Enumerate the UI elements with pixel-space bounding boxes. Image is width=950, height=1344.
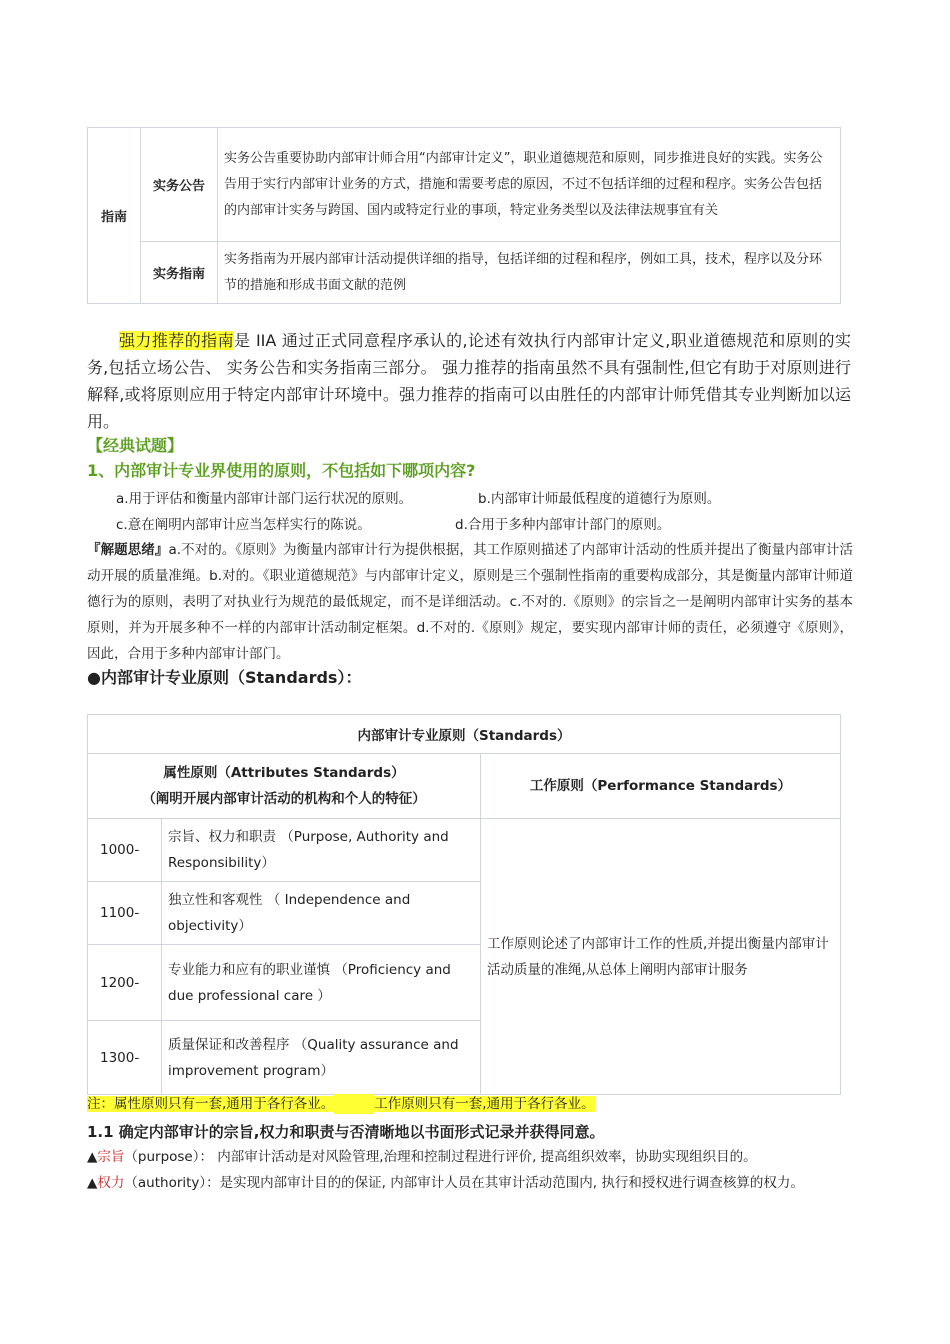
triangle-bullet-icon: ▲	[87, 1149, 98, 1165]
section-1-1-heading: 1.1 确定内部审计的宗旨,权力和职责与否清晰地以书面形式记录并获得同意。	[87, 1123, 605, 1141]
intro-paragraph	[87, 327, 851, 435]
highlighted-term: 强力推荐的指南	[119, 331, 234, 350]
standard-item: 专业能力和应有的职业谨慎 （Proficiency and due professional care ）	[162, 945, 481, 1021]
attributes-header-title: 属性原则（Attributes Standards）	[163, 765, 405, 781]
purpose-line	[87, 1147, 757, 1167]
standards-table	[87, 714, 841, 1095]
standards-heading: ●内部审计专业原则（Standards）：	[87, 668, 362, 687]
note-gap	[334, 1094, 374, 1114]
standard-item: 质量保证和改善程序 （Quality assurance and improvement program）	[162, 1021, 481, 1095]
authority-term: 权力	[97, 1175, 125, 1191]
performance-header: 工作原则（Performance Standards）	[481, 754, 841, 819]
standard-item: 宗旨、权力和职责 （Purpose, Authority and Responsibility）	[162, 819, 481, 882]
standard-code: 1300-	[88, 1021, 162, 1095]
analysis-text: a.不对的。《原则》为衡量内部审计行为提供根据，其工作原则描述了内部审计活动的性质并提出了衡量内部审计活动开展的质量准绳。b.对的。《职业道德规范》与内部审计定义，原则是三个强制性指南的重要构成部分，其是衡量内部审计师道德行为的原则，表明了对执业行为规范的最低规定，而不是详细活动。c.不对的.《原则》的宗旨之一是阐明内部审计实务的基本原则，并为开展多种不一样的内部审计活动制定框架。d.不对的.《原则》规定，要实现内部审计师的责任，必须遵守《原则》，因此，合用于多种内部审计部门。	[87, 542, 854, 662]
guide-table	[87, 127, 841, 304]
option-a: a.用于评估和衡量内部审计部门运行状况的原则。	[116, 491, 413, 507]
attributes-header-subtitle: （阐明开展内部审计活动的机构和个人的特征）	[142, 791, 426, 807]
guide-row-name: 实务指南	[141, 242, 218, 304]
authority-line	[87, 1173, 804, 1193]
purpose-term: 宗旨	[97, 1149, 125, 1165]
authority-text: （authority）：是实现内部审计目的的保证, 内部审计人员在其审计活动范围内, 执行和授权进行调查核算的权力。	[124, 1175, 804, 1191]
question-title: 1、内部审计专业界使用的原则，不包括如下哪项内容?	[87, 461, 476, 480]
option-d: d.合用于多种内部审计部门的原则。	[455, 517, 671, 533]
guide-row-desc: 实务公告重要协助内部审计师合用“内部审计定义”，职业道德规范和原则，同步推进良好的实践。实务公告用于实行内部审计业务的方式，措施和需要考虑的原因，不过不包括详细的过程和程序。实务公告包括的内部审计实务与跨国、国内或特定行业的事项，特定业务类型以及法律法规事宜有关	[218, 128, 841, 242]
note-part-1: 注：属性原则只有一套,通用于各行各业。	[87, 1096, 335, 1112]
standard-code: 1100-	[88, 882, 162, 945]
note-part-2: 工作原则只有一套,通用于各行各业。	[374, 1096, 595, 1112]
classic-heading: 【经典试题】	[87, 436, 184, 455]
attributes-header	[88, 754, 481, 819]
guide-category-cell: 指南	[88, 128, 141, 304]
intro-text: 是 IIA 通过正式同意程序承认的,论述有效执行内部审计定义,职业道德规范和原则的实务,包括立场公告、 实务公告和实务指南三部分。 强力推荐的指南虽然不具有强制性,但它有助于对原则进行解释,或将原则应用于特定内部审计环境中。强力推荐的指南可以由胜任的内部审计师凭借其专业判断加以运用。	[87, 331, 851, 431]
purpose-text: （purpose）： 内部审计活动是对风险管理,治理和控制过程进行评价, 提高组织效率，协助实现组织目的。	[124, 1149, 757, 1165]
note-line	[87, 1094, 595, 1114]
standard-code: 1200-	[88, 945, 162, 1021]
standards-table-title: 内部审计专业原则（Standards）	[88, 715, 841, 754]
guide-row-name: 实务公告	[141, 128, 218, 242]
option-c: c.意在阐明内部审计应当怎样实行的陈说。	[116, 517, 371, 533]
standard-item: 独立性和客观性 （ Independence and objectivity）	[162, 882, 481, 945]
performance-description: 工作原则论述了内部审计工作的性质,并提出衡量内部审计活动质量的准绳,从总体上阐明内部审计服务	[481, 819, 841, 1095]
analysis-paragraph	[87, 537, 853, 667]
guide-row-desc: 实务指南为开展内部审计活动提供详细的指导，包括详细的过程和程序，例如工具，技术，程序以及分环节的措施和形成书面文献的范例	[218, 242, 841, 304]
analysis-label: 『解题思绪』	[87, 542, 169, 558]
triangle-bullet-icon: ▲	[87, 1175, 98, 1191]
option-b: b.内部审计师最低程度的道德行为原则。	[478, 491, 721, 507]
standard-code: 1000-	[88, 819, 162, 882]
